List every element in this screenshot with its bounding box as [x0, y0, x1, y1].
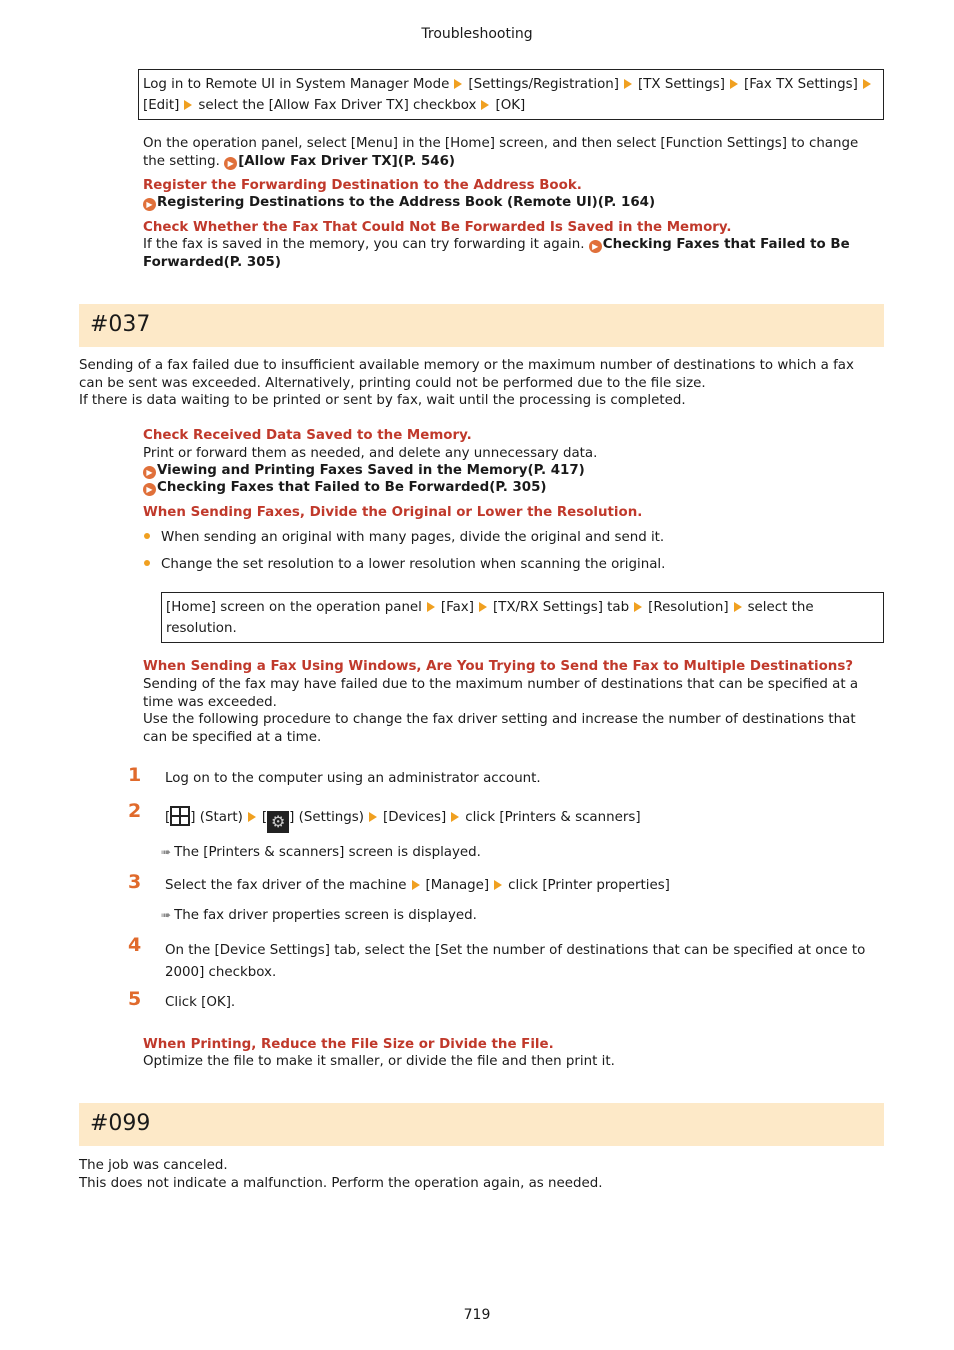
box-step: [Settings/Registration] — [468, 77, 619, 92]
link-checking-faxes-failed[interactable]: Checking Faxes that Failed to Be Forwarded(P. 305) — [157, 480, 547, 495]
box-step: [TX/RX Settings] tab — [492, 600, 630, 615]
link-row — [143, 462, 585, 480]
box-step: [OK] — [495, 98, 526, 113]
arrow-right-icon — [427, 602, 435, 612]
box-step: [Home] screen on the operation panel — [166, 600, 422, 615]
step-number: 2 — [128, 800, 142, 822]
step-number: 1 — [128, 764, 142, 786]
box-step: [Fax TX Settings] — [743, 77, 858, 92]
section-banner-037 — [79, 304, 884, 347]
heading-printing-reduce: When Printing, Reduce the File Size or Divide the File. — [143, 1037, 554, 1052]
link-arrow-icon: ▶ — [224, 157, 237, 170]
bullet-dot-icon — [144, 533, 150, 539]
step-number: 5 — [128, 988, 142, 1010]
page-number: 719 — [463, 1307, 491, 1323]
box-step: resolution. — [166, 621, 237, 636]
step-text: [ ] (Start) [ ⚙ ] (Settings) [Devices] click [Printers & scanners] — [165, 806, 641, 833]
page-header: Troubleshooting — [421, 26, 533, 42]
bullet-dot-icon — [144, 560, 150, 566]
heading-windows-multiple: When Sending a Fax Using Windows, Are You Trying to Send the Fax to Multiple Destinations? — [143, 659, 854, 674]
printing-text: Optimize the file to make it smaller, or divide the file and then print it. — [143, 1054, 615, 1069]
step-text: Click [OK]. — [165, 995, 236, 1010]
windows-paragraph: Sending of the fax may have failed due to the maximum number of destinations that can be specified at a time was exceeded. Use the following procedure to change the fax driver setting and increase the number of destinations that can be specified at a time. — [143, 677, 859, 745]
link-row — [143, 194, 655, 212]
section-title: #099 — [90, 1111, 151, 1136]
step-text: Log on to the computer using an administrator account. — [165, 771, 541, 786]
arrow-right-icon — [479, 602, 487, 612]
windows-start-icon — [170, 806, 190, 826]
arrow-right-icon — [730, 79, 738, 89]
arrow-right-icon — [451, 812, 459, 822]
step-result: ➠ The fax driver properties screen is displayed. — [161, 908, 477, 923]
result-arrow-icon: ➠ — [161, 908, 172, 922]
link-arrow-icon: ▶ — [143, 483, 156, 496]
box-step: [Edit] — [143, 98, 180, 113]
heading-check-received: Check Received Data Saved to the Memory. — [143, 428, 472, 443]
result-arrow-icon: ➠ — [161, 845, 172, 859]
step-number: 3 — [128, 871, 142, 893]
arrow-right-icon — [184, 100, 192, 110]
arrow-right-icon — [634, 602, 642, 612]
link-checking-faxes-failed[interactable]: Checking Faxes that Failed to Be — [602, 237, 850, 252]
arrow-right-icon — [412, 880, 420, 890]
link-checking-faxes-failed-cont[interactable]: Forwarded(P. 305) — [143, 254, 281, 270]
arrow-right-icon — [734, 602, 742, 612]
bullet-item: Change the set resolution to a lower resolution when scanning the original. — [144, 556, 665, 574]
link-row — [143, 479, 547, 497]
box-step: [Fax] — [440, 600, 474, 615]
box-step: select the — [747, 600, 814, 615]
operation-panel-paragraph: On the operation panel, select [Menu] in the [Home] screen, and then select [Function Settings] to change the setting. ▶ [Allow Fax Driver TX](P. 546) — [143, 136, 859, 169]
bullet-item: When sending an original with many pages, divide the original and send it. — [144, 529, 664, 547]
step-text: On the [Device Settings] tab, select the [Set the number of destinations that can be specified at once to 2000] checkbox. — [165, 943, 866, 980]
arrow-right-icon — [624, 79, 632, 89]
step-number: 4 — [128, 934, 142, 956]
section-037-intro: Sending of a fax failed due to insufficient available memory or the maximum number of destinations to which a fax can be sent was exceeded. Alternatively, printing could not be performed due to the file size. If there is data waiting to be printed or sent by fax, wait until the processing is completed. — [79, 358, 854, 408]
procedure-box-resolution — [161, 592, 884, 643]
arrow-right-icon — [454, 79, 462, 89]
link-arrow-icon: ▶ — [143, 198, 156, 211]
arrow-right-icon — [248, 812, 256, 822]
box-step: Log in to Remote UI in System Manager Mode — [143, 77, 450, 92]
link-arrow-icon: ▶ — [589, 240, 602, 253]
arrow-right-icon — [494, 880, 502, 890]
section-title: #037 — [90, 312, 151, 337]
heading-register-forwarding: Register the Forwarding Destination to the Address Book. — [143, 178, 582, 193]
heading-check-memory: Check Whether the Fax That Could Not Be Forwarded Is Saved in the Memory. — [143, 220, 732, 235]
section-099-text: The job was canceled. This does not indicate a malfunction. Perform the operation again, as needed. — [79, 1158, 603, 1191]
arrow-right-icon — [863, 79, 871, 89]
step-text: Select the fax driver of the machine [Manage] click [Printer properties] — [165, 878, 670, 893]
received-text: Print or forward them as needed, and delete any unnecessary data. — [143, 446, 598, 461]
link-arrow-icon: ▶ — [143, 466, 156, 479]
box-step: [Resolution] — [648, 600, 729, 615]
procedure-box-remote-ui — [138, 69, 884, 120]
link-viewing-printing[interactable]: Viewing and Printing Faxes Saved in the Memory(P. 417) — [157, 463, 585, 478]
link-registering-destinations[interactable]: Registering Destinations to the Address Book (Remote UI)(P. 164) — [157, 195, 656, 210]
arrow-right-icon — [481, 100, 489, 110]
box-step: [TX Settings] — [638, 77, 725, 92]
heading-divide-original: When Sending Faxes, Divide the Original or Lower the Resolution. — [143, 505, 643, 520]
section-banner-099 — [79, 1103, 884, 1146]
step-result: ➠ The [Printers & scanners] screen is displayed. — [161, 845, 481, 860]
check-memory-paragraph: If the fax is saved in the memory, you can try forwarding it again. ▶ Checking Faxes that Failed to Be Forwarded(P. 305) — [143, 237, 850, 270]
gear-icon: ⚙ — [267, 811, 289, 833]
link-allow-fax-driver[interactable]: [Allow Fax Driver TX](P. 546) — [238, 153, 456, 169]
arrow-right-icon — [369, 812, 377, 822]
box-step: select the [Allow Fax Driver TX] checkbox — [198, 98, 477, 113]
